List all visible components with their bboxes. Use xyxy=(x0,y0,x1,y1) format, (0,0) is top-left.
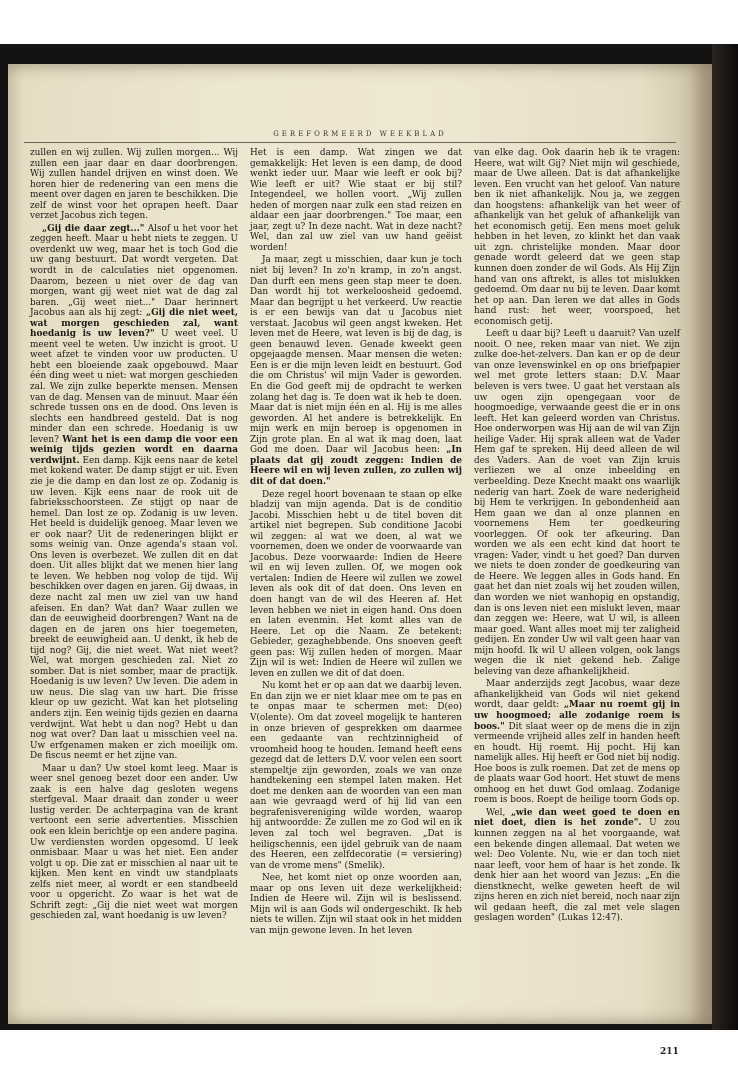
bold-quote-run: Want het is een damp die voor een weinig tijds gezien wordt en daarna verdwijnt. xyxy=(30,434,238,466)
text-run: Een damp. Kijk eens naar de ketel met kokend water. De damp stijgt er uit. Even zie je die damp en dan lost ze op. Zodanig is uw leven. Kijk eens naar de rook uit de fabrieksschoorsteen. Ze stijgt op naar de hemel. Dan lost ze op. Zodanig is uw leven. Het beeld is duidelijk genoeg. Maar leven we er ook naar? Uit de redeneringen blijkt er soms weinig van. Onze agenda's staan vol. Ons leven is overbezet. We zullen dit en dat doen. Uit alles blijkt dat we menen hier lang te leven. We hebben nog volop de tijd. Wij beschikken over dagen en jaren. Gij dwaas, in deze nacht zal men uw ziel van uw hand afeisen. En dan? Wat dan? Waar zullen we dan de eeuwigheid doorbrengen? Want na de dagen en de jaren ons hier toegemeten, breekt de eeuwigheid aan. U denkt, ik heb de tijd nog? Gij, die niet weet. Wat niet weet? Wel, wat morgen geschieden zal. Niet zo somber. Dat is niet somber, maar de practijk. Hoedanig is uw leven? Uw leven. Die adem in uw neus. Die slag van uw hart. Die frisse kleur op uw gezicht. Wat kan het plotseling anders zijn. Een weinig tijds gezien en daarna verdwijnt. Wat hebt u dan nog? Hebt u dan nog wat over? Dan laat u misschien veel na. Uw erfgenamen maken er zich moeilijk om. De fiscus neemt er het zijne van. xyxy=(30,455,238,762)
paragraph xyxy=(30,148,238,222)
page-number: 211 xyxy=(660,1047,679,1057)
text-run: Alsof u het voor het zeggen heeft. Maar u hebt niets te zeggen. U overdenkt uw weg, maar het is toch God die uw gang bestuurt. Dat wordt vergeten. Dat wordt in de calculaties niet opgenomen. Daarom, bezeen u niet over de dag van morgen, want gij weet niet wat de dag zal baren. „Gij weet niet..." Daar herinnert Jacobus aan als hij zegt: xyxy=(30,223,238,319)
bold-quote-run: „Gij die niet weet, wat morgen geschieden zal, want hoedanig is uw leven?" xyxy=(30,308,238,340)
paragraph xyxy=(30,764,238,922)
text-column-1 xyxy=(30,148,238,924)
bold-quote-run: „Maar nu roemt gij in uw hoogmoed; alle zodanige roem is boos." xyxy=(474,700,680,732)
text-run: Dit slaat weer op de mens die in zijn vermeende vrijheid alles zelf in handen heeft en houdt. Hij roemt. Hij pocht. Hij kan namelijk alles. Hij heeft er God niet bij nodig. Hoe boos is zulk roemen. Dat zet de mens op de plaats waar God hoort. Het stuwt de mens omhoog en het duwt God omlaag. Zodanige roem is boos. Roept de heilige toorn Gods op. xyxy=(474,721,680,806)
text-run: Deze regel hoort bovenaan te staan op elke bladzij van mijn agenda. Dat is de conditio Jacobi. Misschien hebt u de titel boven dit artikel niet begrepen. Sub conditione Jacobi wil zeggen: al wat we doen, al wat we voornemen, doen we onder de voorwaarde van Jacobus. Deze voorwaarde: Indien de Heere wil en wij leven zullen. Of, we mogen ook vertalen: Indien de Heere wil zullen we zowel leven als ook dit of dat doen. Ons leven en doen hangt van de wil des Heeren af. Het leven hebben we niet in eigen hand. Ons doen en laten evenmin. Het komt alles van de Heere. Let op die Naam. Ze betekent: Gebieder, gezaghebbende. Ons snoeven geeft geen pas: Wij zullen heden of morgen. Maar Zijn wil is wet: Indien de Heere wil zullen we leven en zullen we dit of dat doen. xyxy=(250,489,462,679)
magazine-page xyxy=(8,64,712,1057)
paragraph xyxy=(250,873,462,936)
text-run: Nu komt het er op aan dat we daarbij leven. En dan zijn we er niet klaar mee om te pas en te onpas maar te schermen met: D(eo) V(olente). Om dat zoveel mogelijk te hanteren in onze brieven of gesprekken om daarmee een gedaante van rechtzinnigheid of vroomheid hoog te houden. Iemand heeft eens gezegd dat de letters D.V. voor velen een soort stempeltje zijn geworden, zoals we van onze handtekening een stempel laten maken. Het doet me denken aan de woorden van een man aan wie gevraagd werd of hij lid van een begrafenisvereniging wilde worden, waarop hij antwoordde: Ze zullen me zo God wil en ik leven zal toch wel begraven. „Dat is heiligschennis, een ijdel gebruik van de naam des Heeren, een zelfdecoratie (= versiering) van de vrome mens" (Smelik). xyxy=(250,681,462,871)
paragraph xyxy=(474,148,680,327)
book-edge-shadow xyxy=(712,44,738,1030)
paragraph xyxy=(250,255,462,487)
text-column-3 xyxy=(474,148,680,926)
paragraph xyxy=(474,679,680,806)
text-run: U weet veel. U meent veel te weten. Uw inzicht is groot. U weet afzet te vinden voor uw producten. U hebt een bloeiende zaak opgebouwd. Maar één ding weet u niet: wat morgen geschieden zal. We zijn zulke beperkte mensen. Mensen van de dag. Mensen van de minuut. Maar één schrede tussen ons en de dood. Ons leven is slechts een handbreed gesteld. Dat is nog minder dan een schrede. Hoedanig is uw leven? xyxy=(30,329,238,445)
text-run: van elke dag. Ook daarin heb ik te vragen: Heere, wat wilt Gij? Niet mijn wil geschiede, maar de Uwe alleen. Dat is dat afhankelijke leven. Een vrucht van het geloof. Van nature ben ik niet afhankelijk. Nou ja, we zeggen dan hoogstens: afhankelijk van het weer of afhankelijk van het geluk of afhankelijk van het economisch getij. Een mens moet geluk hebben in het leven, zo klinkt het dan vaak uit zgn. christelijke monden. Maar door genade wordt geleerd dat we geen stap kunnen doen zonder de wil Gods. Als Hij Zijn hand van ons aftrekt, is alles tot mislukken gedoemd. Om daar nu bij te leven. Daar komt het op aan. Dan leren we dat alles in Gods hand rust: het weer, voorspoed, het economisch getij. xyxy=(474,148,680,327)
bold-quote-run: „In plaats dat gij zoudt zeggen: Indien de Heere wil en wij leven zullen, zo zullen wij dit of dat doen." xyxy=(250,445,462,487)
header-rule xyxy=(24,142,676,143)
text-run: Ja maar, zegt u misschien, daar kun je toch niet bij leven? In zo'n kramp, in zo'n angst. Dan durft een mens geen stap meer te doen. Dan wordt hij tot werkeloosheid gedoemd. Maar dan begrijpt u het verkeerd. Uw reactie is er een bewijs van dat u Jacobus niet verstaat. Jacobus wil geen angst kweken. Het leven met de Heere, wat leven is bij de dag, is geen benauwd leven. Genade kweekt geen opgejaagde mensen. Maar mensen die weten: Een is er die mijn leven leidt en bestuurt. God die om Christus' wil mijn Vader is geworden. En die God geeft mij de opdracht te werken zolang het dag is. Te doen wat ik heb te doen. Maar dat is niet mijn één en al. Hij is me alles geworden. Al het andere is betrekkelijk. En mijn werk en mijn beroep is opgenomen in Zijn grote plan. En al wat ik mag doen, laat God me doen. Daar wil Jacobus heen: xyxy=(250,255,462,456)
paragraph xyxy=(250,490,462,680)
text-run: U zou kunnen zeggen na al het voorgaande, wat een bekende dingen allemaal. Dat weten we wel: Deo Volente. Nu, wie er dan toch niet naar leeft, voor hem of haar is het zonde. Ik denk hier aan het woord van Jezus: „En die dienstknecht, welke geweten heeft de wil zijns heren en zich niet bereid, noch naar zijn wil gedaan heeft, die zal met vele slagen geslagen worden" (Lukas 12:47). xyxy=(474,818,681,924)
paragraph xyxy=(250,681,462,871)
running-head-title: GEREFORMEERD WEEKBLAD xyxy=(273,130,447,138)
scanned-page-backdrop xyxy=(0,44,738,1057)
bold-quote-run: „Gij die daar zegt..." xyxy=(42,223,145,234)
text-run: Maar anderzijds zegt Jacobus, waar deze afhankelijkheid van Gods wil niet gekend wordt, daar geldt: xyxy=(474,679,680,711)
paragraph xyxy=(250,148,462,253)
text-run: Nee, het komt niet op onze woorden aan, maar op ons leven uit deze werkelijkheid: Indien de Heere wil. Zijn wil is beslissend. Mijn wil is aan Gods wil ondergeschikt. Ik heb niets te willen. Zijn wil staat ook in het midden van mijn gewone leven. In het leven xyxy=(250,873,462,936)
text-run: zullen en wij zullen. Wij zullen morgen... Wij zullen een jaar daar en daar doorbrengen. Wij zullen handel drijven en winst doen. We horen hier de redenering van een mens die meent over dagen en jaren te beschikken. Die zelf de winst voor het oprapen heeft. Daar verzet Jacobus zich tegen. xyxy=(30,148,238,222)
text-run: Maar u dan? Uw stoel komt leeg. Maar is weer snel genoeg bezet door een ander. Uw zaak is een halve dag gesloten wegens sterfgeval. Maar draait dan zonder u weer lustig verder. De achterpagina van de krant vertoont een serie advertenties. Misschien ook een klein berichtje op een andere pagina. Uw verdiensten worden opgesomd. U leek onmisbaar. Maar u was het niet. Een ander volgt u op. Die zat er misschien al naar uit te kijken. Men kent en vindt uw standplaats zelfs niet meer, al wordt er een standbeeld voor u opgericht. Zo waar is het wat de Schrift zegt: „Gij die niet weet wat morgen geschieden zal, want hoedanig is uw leven? xyxy=(30,763,238,922)
text-run: Leeft u daar bij? Leeft u daaruit? Van uzelf nooit. O nee, reken maar van niet. We zijn zulke doe-het-zelvers. Dan kan er op de deur van onze levenswinkel en op ons briefpapier wel met grote letters staan: D.V. Maar beleven is vers twee. U gaat het verstaan als uw ogen zijn opengegaan voor de hoogmoedige, verwaande geest die er in ons leeft. Het kan geleerd worden van Christus. Hoe onderworpen was Hij aan de wil van Zijn heilige Vader. Hij sprak alleen wat de Vader Hem gaf te spreken. Hij deed alleen de wil des Vaders. Aan de voet van Zijn kruis verliezen we al onze inbeelding en verbeelding. Deze Knecht maakt ons waarlijk nederig van hart. Zoek de ware nederigheid bij Hem te verkrijgen. In gebondenheid aan Hem gaan we dan al onze plannen en voornemens Hem ter goedkeuring voorleggen. Of ook ter afkeuring. Dan worden we als een echt kind dat hoort te vragen: Vader, vindt u het goed? Dan durven we niets te doen zonder de goedkeuring van de Heere. We leggen alles in Gods hand. En gaat het dan niet zoals wij het zouden willen, dan worden we niet wanhopig en opstandig, dan is ons leven niet een mislukt leven, maar dan zeggen we: Heere, wat U wil, is alleen maar goed. Want alles moet mij ter zaligheid gedijen. En zonder Uw wil valt geen haar van mijn hoofd. Ik wil U alleen volgen, ook langs wegen die ik niet gekend heb. Zalige beleving van deze afhankelijkheid. xyxy=(474,329,680,677)
text-column-2 xyxy=(250,148,462,938)
text-run: Wel, xyxy=(486,807,512,818)
paragraph xyxy=(30,224,238,762)
paragraph xyxy=(474,808,680,924)
text-run: Het is een damp. Wat zingen we dat gemakkelijk: Het leven is een damp, de dood wenkt ieder uur. Maar wie leeft er ook bij? Wie leeft er uit? Wie staat er bij stil? Integendeel, we hollen voort. „Wij zullen heden of morgen naar zulk een stad reizen en aldaar een jaar doorbrengen." Toe maar, een jaar, zegt u? In deze nacht. Wat in deze nacht? Wel, dan zal uw ziel van uw hand geëist worden! xyxy=(250,148,462,253)
paragraph xyxy=(474,329,680,677)
bold-quote-run: „wie dan weet goed te doen en niet doet, dien is het zonde". xyxy=(474,807,680,829)
